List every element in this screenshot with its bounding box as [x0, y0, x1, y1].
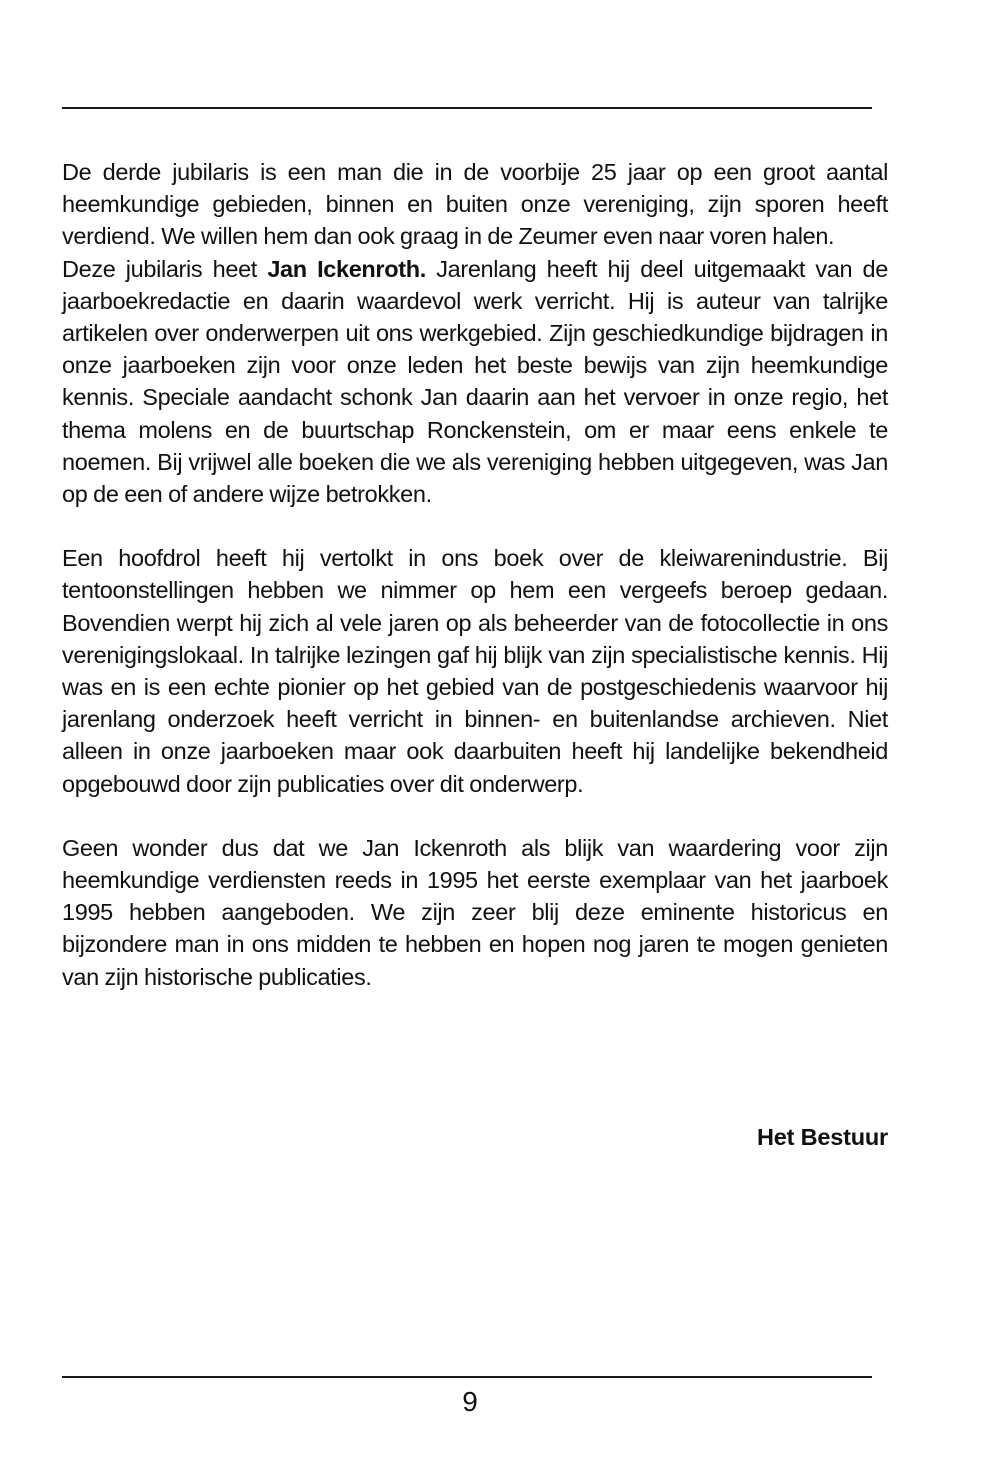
paragraph-2: Een hoofdrol heeft hij vertolkt in ons boek over de kleiwarenindustrie. Bij tentoonstellingen hebben we nimmer op hem een vergeefs beroep gedaan. Bovendien werpt hij zich al vele jaren op als beheerder van de fotocollectie in ons verenigingslokaal. In talrijke lezingen gaf hij blijk van zijn specialistische kennis. Hij was en is een echte pionier op het gebied van de postgeschiedenis waarvoor hij jarenlang onderzoek heeft verricht in binnen- en buitenlandse archieven. Niet alleen in onze jaarboeken maar ook daarbuiten heeft hij landelijke bekendheid opgebouwd door zijn publicaties over dit onderwerp.	[62, 545, 888, 797]
article-body	[62, 156, 888, 993]
paragraph-3: Geen wonder dus dat we Jan Ickenroth als blijk van waardering voor zijn heemkundige verdiensten reeds in 1995 het eerste exemplaar van het jaarboek 1995 hebben aangeboden. We zijn zeer blij deze eminente historicus en bijzondere man in ons midden te hebben en hopen nog jaren te mogen genieten van zijn historische publicaties.	[62, 834, 888, 990]
bottom-rule	[62, 1376, 872, 1378]
page-number: 9	[462, 1386, 478, 1417]
jubilarian-name: Jan Ickenroth.	[267, 255, 426, 282]
paragraph-1-opening: De derde jubilaris is een man die in de voorbije 25 jaar op een groot aantal heemkundige gebieden, binnen en buiten onze vereniging, zijn sporen heeft verdiend. We willen hem dan ook graag in de Zeumer even naar voren halen.	[62, 159, 888, 250]
signature: Het Bestuur	[757, 1124, 888, 1150]
top-rule	[62, 107, 872, 109]
paragraph-1-intro: Deze jubilaris heet	[62, 255, 268, 282]
paragraph-1	[62, 156, 888, 510]
paragraph-1-rest: Jarenlang heeft hij deel uitgemaakt van de jaarboekredactie en daarin waardevol werk verricht. Hij is auteur van talrijke artikelen over onderwerpen uit ons werkgebied. Zijn geschiedkundige bijdragen in onze jaarboeken zijn voor onze leden het beste bewijs van zijn heemkundige kennis. Speciale aandacht schonk Jan daarin aan het vervoer in onze regio, het thema molens en de buurtschap Ronckenstein, om er maar eens enkele te noemen. Bij vrijwel alle boeken die we als vereniging hebben uitgegeven, was Jan op de een of andere wijze betrokken.	[62, 255, 888, 508]
